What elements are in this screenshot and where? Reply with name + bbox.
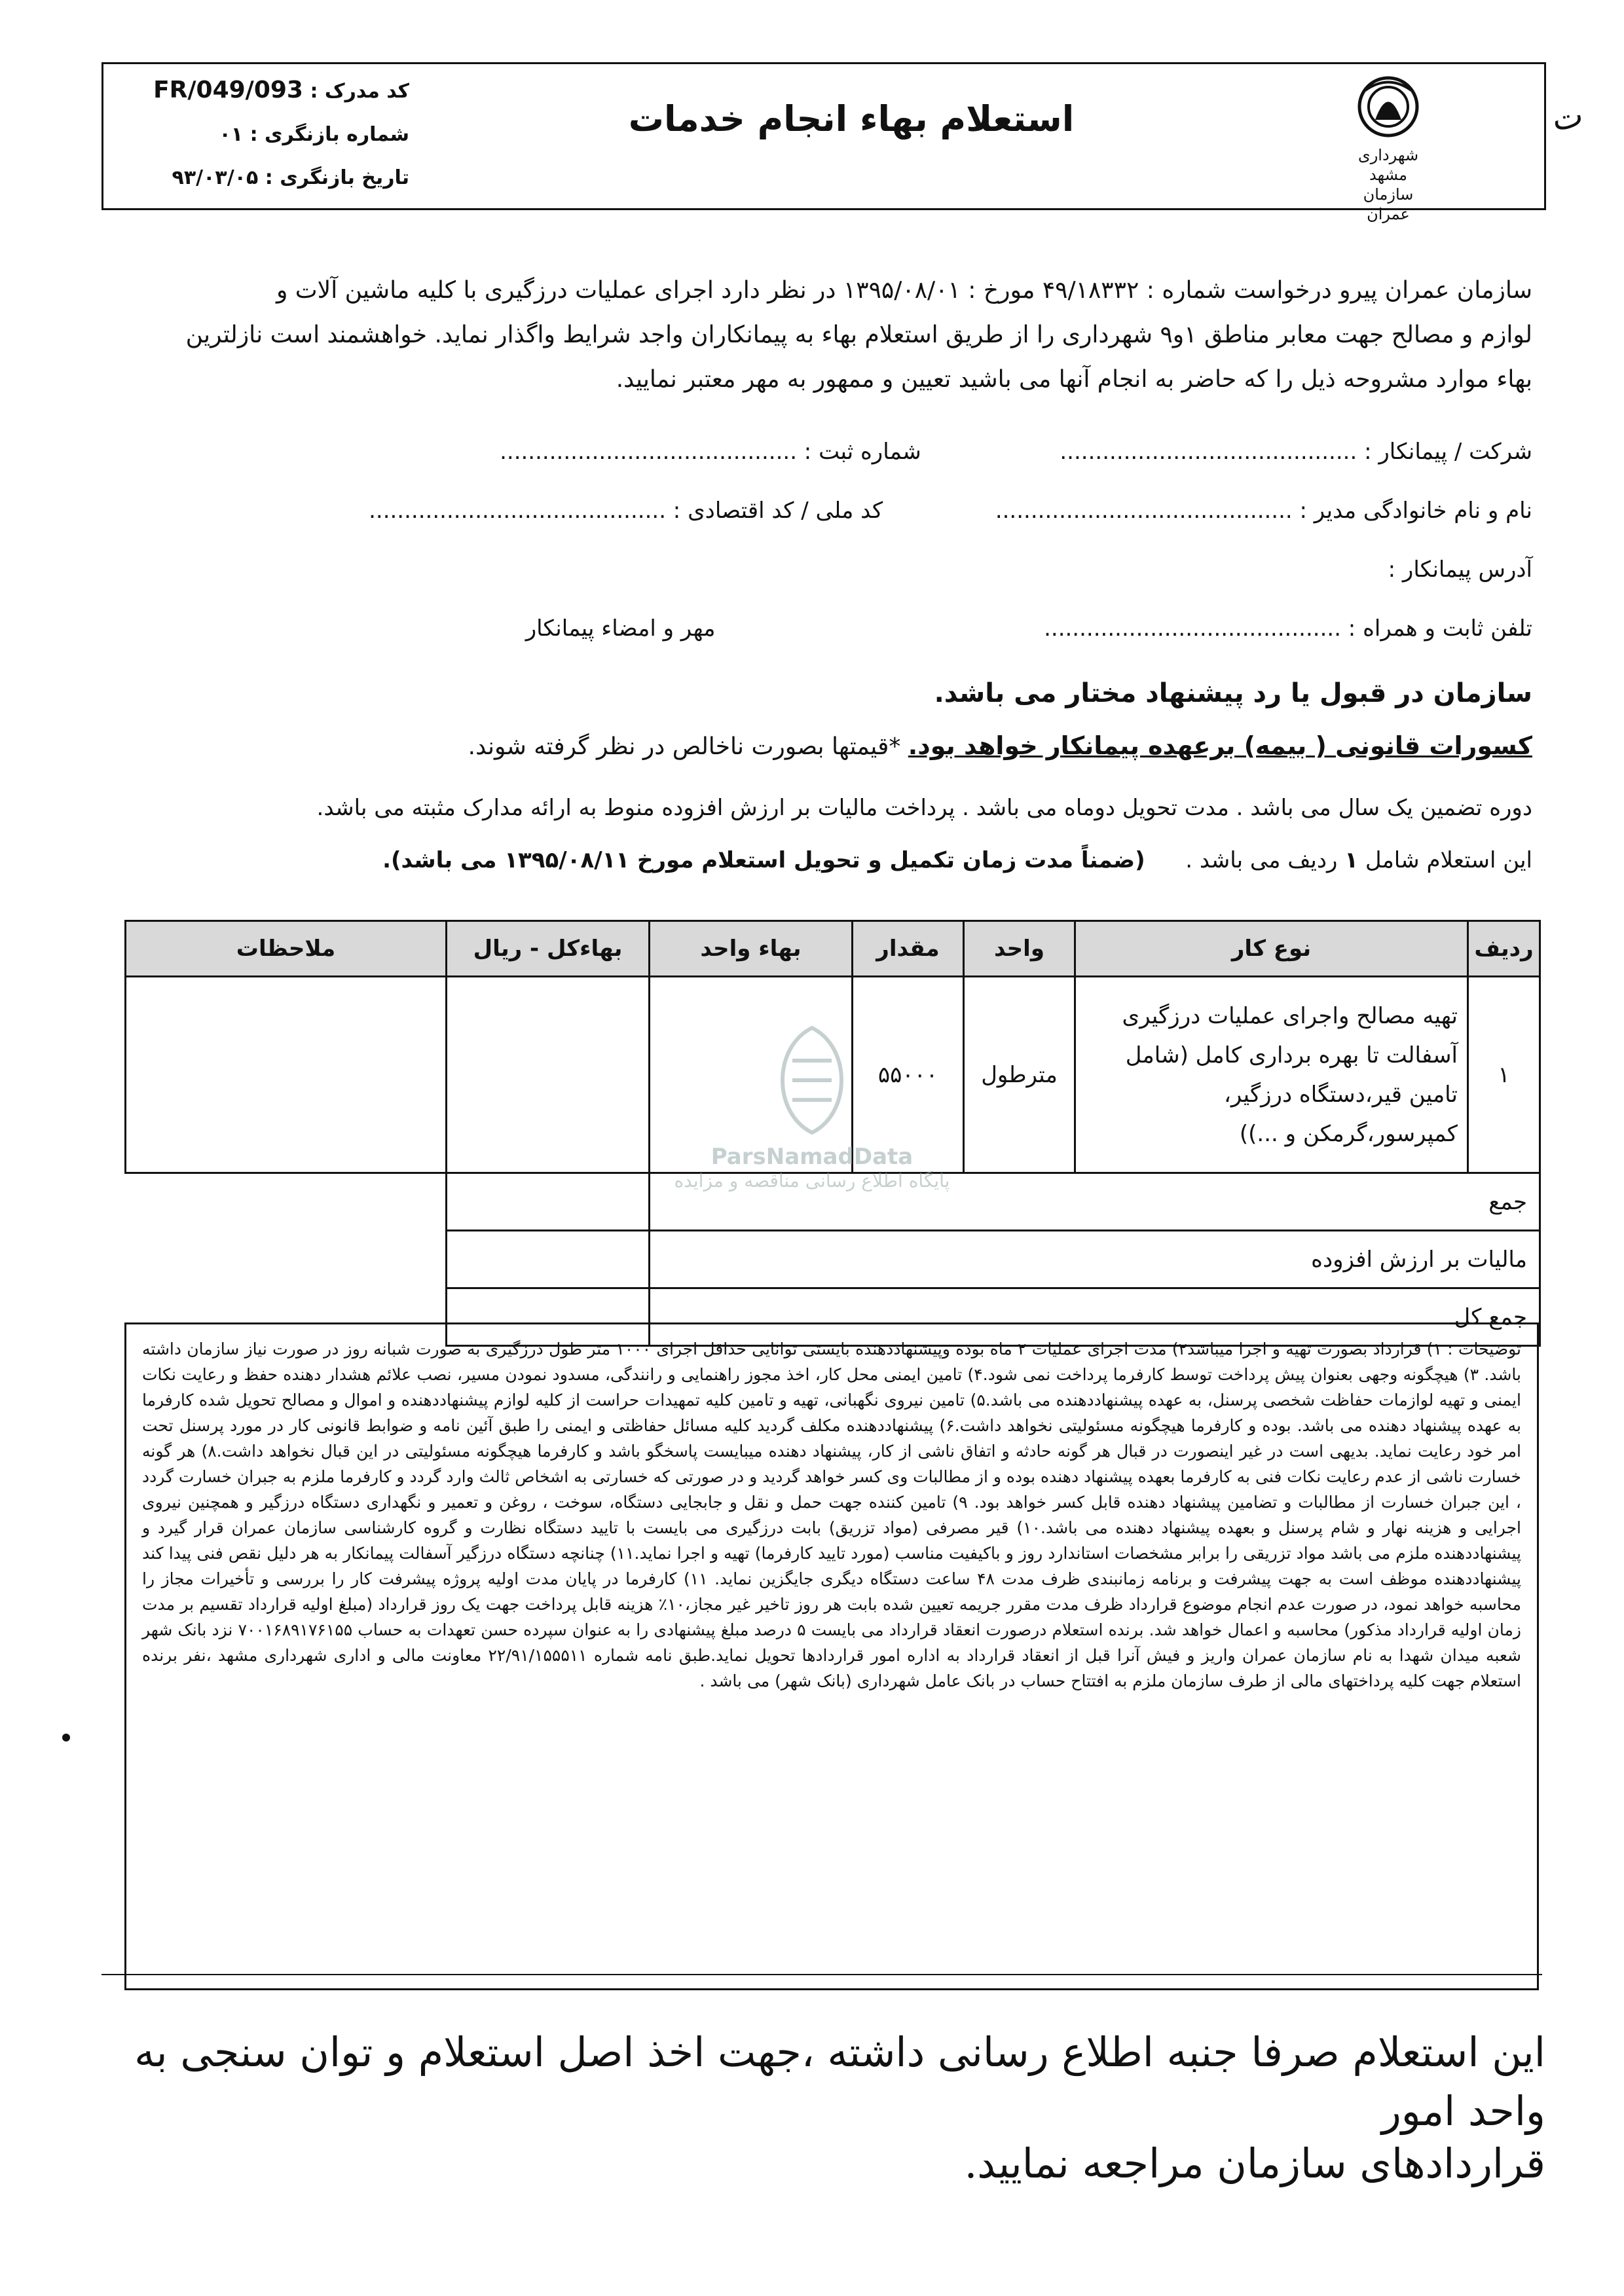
company-field-label: شرکت / پیمانکار : .......................................... xyxy=(1060,439,1532,465)
logo-text-municipality: شهرداری مشهد xyxy=(1357,146,1419,184)
revision-date-value: ۹۳/۰۳/۰۵ xyxy=(172,166,259,189)
deductions-note: کسورات قانونی ( بیمه) برعهده پیمانکار خواهد بود. xyxy=(908,731,1532,760)
watermark-name: ParsNamadData xyxy=(710,1144,913,1170)
handwritten-note-line-1: این استعلام صرفا جنبه اطلاع رسانی داشته ،جهت اخذ اصل استعلام و توان سنجی به واحد امور xyxy=(134,2028,1545,2135)
margin-dot xyxy=(62,1734,70,1741)
document-meta xyxy=(108,69,409,203)
intro-line-2: لوازم و مصالح جهت معابر مناطق ۱و۹ شهرداری را از طریق استعلام بهاء به پیمانکاران واجد شرایط واگذار نماید. خواهشمند است نازلترین xyxy=(185,321,1532,348)
warranty-line: دوره تضمین یک سال می باشد . مدت تحویل دوماه می باشد . پرداخت مالیات بر ارزش افزوده منوط به ارائه مدارک مثبته می باشد. xyxy=(316,795,1532,821)
revision-value: ۰۱ xyxy=(219,123,244,146)
vat-label: مالیات بر ارزش افزوده xyxy=(650,1231,1540,1288)
deductions-row xyxy=(118,723,1532,769)
seal-signature-label: مهر و امضاء پیمانکار xyxy=(525,615,716,642)
col-header-quantity: مقدار xyxy=(853,921,964,977)
divider-line xyxy=(101,1974,1542,1975)
col-header-unit-price: بهاء واحد xyxy=(650,921,853,977)
col-header-row: ردیف xyxy=(1468,921,1540,977)
contractor-phone-row xyxy=(118,615,1532,657)
rows-count-line xyxy=(118,838,1532,883)
table-header-row xyxy=(126,921,1540,977)
rows-line-start: این استعلام شامل xyxy=(1365,847,1532,873)
revision-label: شماره بازنگری : xyxy=(249,123,409,146)
revision-row xyxy=(108,113,409,156)
col-header-work-type: نوع کار xyxy=(1075,921,1468,977)
grand-total-label: جمع کل xyxy=(650,1288,1540,1346)
phone-field-label: تلفن ثابت و همراه : .......................................... xyxy=(1044,615,1532,642)
national-code-field-label: کد ملی / کد اقتصادی : .......................................... xyxy=(369,498,883,524)
accept-reject-note: سازمان در قبول یا رد پیشنهاد مختار می باشد. xyxy=(934,678,1532,708)
page-title: استعلام بهاء انجام خدمات xyxy=(628,98,1075,139)
watermark-stamp xyxy=(655,1021,969,1244)
manager-field-label: نام و نام خانوادگی مدیر : .......................................... xyxy=(995,498,1532,524)
intro-paragraph xyxy=(118,268,1532,402)
row-number: ۱ xyxy=(1468,977,1540,1173)
doc-code-label: کد مدرک : xyxy=(310,80,409,103)
watermark-emblem-icon xyxy=(747,1021,877,1139)
col-header-total-price: بهاءکل - ریال xyxy=(447,921,650,977)
organization-logo xyxy=(1342,71,1434,223)
unit-cell: مترطول xyxy=(964,977,1075,1173)
contractor-address-row xyxy=(118,556,1532,598)
handwritten-side-mark: ت xyxy=(1548,95,1587,139)
sum-label: جمع xyxy=(650,1173,1540,1231)
notes-box: توضیحات : ۱) قرارداد بصورت تهیه و اجرا میباشد۲) مدت اجرای عملیات ۲ ماه بوده وپیشنهاددهنده بایستی توانایی حداقل اجرای ۱۰۰۰ متر طول درزگیری به صورت شبانه روز در صورت نیاز سازمان داشته باشد. ۳) هیچگونه وجهی بعنوان پیش پرداخت توسط کارفرما پرداخت نمی شود.۴) تامین ایمنی محل کار، اخذ مجوز راهنمایی و رانندگی، مسدود نمودن مسیر، نصب علائم هشدار دهنده حفظ و رعایت نکات ایمنی و تهیه لوازمات حفاظت شخصی پرسنل، به عهده پیشنهاددهنده می باشد.۵) تامین نیروی نگهبانی، تهیه و تامین کلیه تمهیدات حراست از کلیه لوازم پیشنهاددهنده و اموال و مصالح تحویل شده کارفرما به عهده پیشنهاد دهنده می باشد. بوده و کارفرما هیچگونه مسئولیتی نخواهد داشت.۶) پیشنهاددهنده مکلف گردید کلیه مسائل حفاظتی و ایمنی را طبق آئین نامه و ضوابط قانونی کار در مورد پرسنل تحت امر خود رعایت نماید. بدیهی است در غیر اینصورت در قبال هر گونه حادثه و اتفاق ناشی از کار، پیشنهاد دهنده میبایست پاسخگو باشد و کارفرما هیچگونه مسئولیتی در این قبال نخواهد داشت.۸) هر گونه خسارت ناشی از عدم رعایت نکات فنی به کارفرما بعهده پیشنهاد دهنده بوده و از مطالبات وی کسر خواهد گردید و در صورتی که خسارتی به اشخاص ثالث وارد گردد و کارفرما ملزم به جبران خسارت گردد ، این جبران خسارت از مطالبات و تضامین پیشنهاد دهنده قابل کسر خواهد بود. ۹) تامین کننده جهت حمل و نقل و جابجایی دستگاه، سوخت ، روغن و تعمیر و نگهداری دستگاه درزگیر و همچنین نیروی اجرایی و هزینه نهار و شام پرسنل و بعهده پیشنهاد دهنده می باشد.۱۰) قیر مصرفی (مواد تزریق) بابت درزگیری می بایست با تایید دستگاه نظارت و گروه کارشناسی سازمان عمران قرار گیرد و پیشنهاددهنده ملزم می باشد مواد تزریقی را برابر مشخصات استاندارد روز و باکیفیت مناسب (مورد تایید کارفرما) تهیه و اجرا نماید.۱۱) چنانچه دستگاه درزگیر آسفالت پیمانکار به هر دلیل نقص فنی پیدا کند پیشنهاددهنده موظف است به جهت پیشرفت و برنامه زمانبندی ظرف مدت ۴۸ ساعت دستگاه دیگری جایگزین نماید. ۱۱) کارفرما در پایان مدت اولیه پروژه پیشرفت کار را بررسی و تأخیرات مجاز را محاسبه خواهد نمود، در صورت عدم انجام موضوع قرارداد ظرف مدت مقرر جریمه تعیین شده بابت هر روز تاخیر غیر مجاز،۱۰٪ هزینه قابل پرداخت جهت یک روز قرارداد (مبلغ اولیه قرارداد تقسیم بر مدت زمان اولیه قرارداد مذکور) محاسبه و اعمال خواهد شد. برنده استعلام درصورت انعقاد قرارداد می بایست ۵ درصد مبلغ پیشنهادی را به عنوان سپرده حسن تعهدات به حساب ۷۰۰۱۶۸۹۱۷۶۱۵۵ نزد بانک شهر شعبه میدان شهدا به نام سازمان عمران واریز و فیش آنرا قبل از انعقاد قرارداد به اداره امور قراردادها تحویل نماید.طبق نامه شماره ۲۲/۹۱/۱۵۵۵۱۱ معاونت مالی و اداری شهرداری مشهد ،نفر برنده استعلام جهت کلیه پرداختهای مالی از طرف سازمان ملزم به افتتاح حساب در بانک عامل شهرداری (بانک شهر) می باشد . xyxy=(124,1322,1539,1990)
intro-line-3: بهاء موارد مشروحه ذیل را که حاضر به انجام آنها می باشید تعیین و ممهور به مهر معتبر نمایید. xyxy=(616,366,1532,393)
registration-field-label: شماره ثبت : .......................................... xyxy=(500,439,921,465)
revision-date-label: تاریخ بازنگری : xyxy=(265,166,409,189)
watermark-caption: پایگاه اطلاع رسانی مناقصه و مزایده xyxy=(674,1170,950,1192)
quantity-cell: ۵۵۰۰۰ xyxy=(853,977,964,1173)
rows-count: ۱ xyxy=(1344,847,1359,873)
contractor-manager-row xyxy=(118,498,1532,539)
logo-emblem-icon xyxy=(1352,71,1424,143)
rows-line-end: ردیف می باشد . xyxy=(1185,847,1338,873)
vat-value-cell[interactable] xyxy=(447,1231,650,1288)
total-price-cell[interactable] xyxy=(447,977,650,1173)
gross-prices-note: *قیمتها بصورت ناخالص در نظر گرفته شوند. xyxy=(468,733,901,760)
remarks-cell[interactable] xyxy=(126,977,447,1173)
sum-value-cell[interactable] xyxy=(447,1173,650,1231)
doc-code-row xyxy=(108,69,409,113)
col-header-unit: واحد xyxy=(964,921,1075,977)
address-field-label: آدرس پیمانکار : xyxy=(1388,556,1532,583)
doc-code-value: FR/049/093 xyxy=(153,77,303,103)
handwritten-note-line-2: قراردادهای سازمان مراجعه نمایید. xyxy=(964,2140,1545,2187)
contractor-company-row xyxy=(118,439,1532,481)
revision-date-row xyxy=(108,156,409,200)
intro-line-1: سازمان عمران پیرو درخواست شماره : ۴۹/۱۸۳۳۲ مورخ : ۱۳۹۵/۰۸/۰۱ در نظر دارد اجرای عملیات درزگیری با کلیه ماشین آلات و xyxy=(276,277,1532,304)
col-header-remarks: ملاحظات xyxy=(126,921,447,977)
deadline-note: (ضمناً مدت زمان تکمیل و تحویل استعلام مورخ ۱۳۹۵/۰۸/۱۱ می باشد). xyxy=(382,847,1145,873)
work-type-cell: تهیه مصالح واجرای عملیات درزگیری آسفالت تا بهره برداری کامل (شامل تامین قیر،دستگاه درزگیر، کمپرسور،گرمکن و ...)) xyxy=(1075,977,1468,1173)
logo-text-organization: سازمان عمران xyxy=(1363,185,1414,223)
